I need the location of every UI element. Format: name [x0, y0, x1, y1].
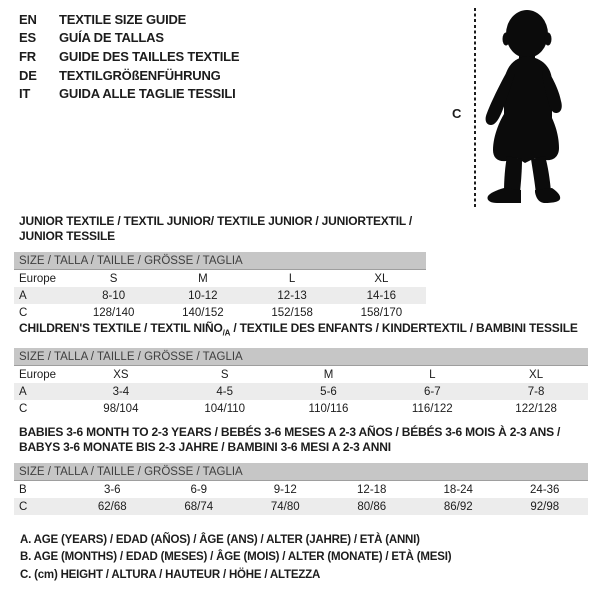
language-row — [19, 84, 239, 103]
row-cell: 3-6 — [103, 483, 121, 496]
language-code: EN — [19, 11, 37, 27]
table-row — [14, 498, 588, 515]
row-cell: 6-7 — [423, 385, 441, 398]
row-cell: XS — [113, 368, 129, 381]
table-title-text: BABYS 3-6 MONATE BIS 2-3 JAHRE / BAMBINI 3-6 MESI A 2-3 ANNI — [19, 440, 391, 454]
table-title — [14, 321, 588, 340]
row-cell: 8-10 — [102, 289, 126, 302]
row-cell: XL — [529, 368, 544, 381]
row-cell: 98/104 — [103, 402, 139, 415]
language-list — [19, 10, 239, 103]
table-title-line — [19, 321, 588, 340]
language-title: GUIDA ALLE TAGLIE TESSILI — [59, 86, 236, 102]
row-cell: 18-24 — [443, 483, 473, 496]
language-code: DE — [19, 67, 37, 83]
row-label: A — [19, 289, 27, 302]
row-cell: 5-6 — [320, 385, 337, 398]
row-cell: XL — [374, 272, 389, 285]
row-cell: 104/110 — [204, 402, 246, 415]
table-title-text: CHILDREN'S TEXTILE / TEXTIL NIÑO — [19, 321, 223, 335]
row-cell: M — [323, 368, 334, 381]
row-cell: 74/80 — [270, 500, 300, 513]
row-cell: 92/98 — [530, 500, 560, 513]
size-table-section-junior — [14, 214, 426, 321]
legend — [20, 532, 451, 584]
table-title — [14, 425, 588, 455]
language-row — [19, 10, 239, 29]
table-title-line — [19, 214, 426, 244]
table-row — [14, 287, 426, 304]
language-title: GUÍA DE TALLAS — [59, 30, 164, 46]
row-cell: 62/68 — [97, 500, 127, 513]
table-row — [14, 270, 426, 287]
language-row — [19, 29, 239, 48]
table-title-text: BABIES 3-6 MONTH TO 2-3 YEARS / BEBÉS 3-6 MESES A 2-3 AÑOS / BÉBÉS 3-6 MOIS À 2-3 ANS / — [19, 425, 561, 439]
row-cell: 24-36 — [530, 483, 560, 496]
baby-silhouette-icon — [482, 8, 568, 208]
table-title-text: JUNIOR TEXTILE / TEXTIL JUNIOR/ TEXTILE JUNIOR / JUNIORTEXTIL / JUNIOR TESSILE — [19, 214, 413, 243]
row-label: C — [19, 306, 28, 319]
legend-line: B. AGE (MONTHS) / EDAD (MESES) / ÂGE (MOIS) / ALTER (MONATE) / ETÀ (MESI) — [20, 551, 452, 564]
row-cell: S — [109, 272, 118, 285]
size-table-section-children — [14, 321, 588, 417]
language-title: TEXTILGRÖßENFÜHRUNG — [59, 67, 221, 83]
language-row — [19, 66, 239, 85]
row-label: C — [19, 402, 28, 415]
row-cell: 116/122 — [411, 402, 453, 415]
table-row — [14, 481, 588, 498]
legend-line: A. AGE (YEARS) / EDAD (AÑOS) / ÂGE (ANS) / ALTER (JAHRE) / ETÀ (ANNI) — [20, 534, 420, 546]
row-cell: L — [429, 368, 436, 381]
language-code: IT — [19, 86, 31, 102]
table-title-text: / TEXTILE DES ENFANTS / KINDERTEXTIL / BAMBINI TESSILE — [230, 321, 578, 335]
size-header-bar: SIZE / TALLA / TAILLE / GRÖSSE / TAGLIA — [14, 463, 588, 481]
language-title: GUIDE DES TAILLES TEXTILE — [59, 48, 240, 64]
row-cell: 10-12 — [188, 289, 218, 302]
row-cell: 6-9 — [190, 483, 208, 496]
row-cell: 86/92 — [443, 500, 473, 513]
language-row — [19, 47, 239, 66]
row-cell: 4-5 — [216, 385, 233, 398]
row-label: A — [19, 385, 27, 398]
table-row — [14, 366, 588, 383]
height-measure-line — [474, 8, 476, 208]
baby-silhouette-shapes — [486, 10, 562, 203]
baby-figure — [450, 8, 595, 210]
row-cell: 110/116 — [308, 402, 349, 415]
row-label: B — [19, 483, 27, 496]
row-cell: 3-4 — [112, 385, 130, 398]
row-label: C — [19, 500, 28, 513]
height-label: C — [452, 106, 462, 121]
size-header-bar: SIZE / TALLA / TAILLE / GRÖSSE / TAGLIA — [14, 252, 426, 270]
table-row — [14, 400, 588, 417]
row-label: Europe — [19, 368, 57, 381]
row-cell: 122/128 — [515, 402, 557, 415]
row-cell: 128/140 — [92, 306, 135, 319]
table-title-subscript: /A — [222, 328, 231, 338]
row-cell: 12-13 — [277, 289, 307, 302]
language-title: TEXTILE SIZE GUIDE — [59, 11, 187, 27]
table-title-line — [19, 440, 588, 455]
row-cell: 14-16 — [366, 289, 397, 302]
table-row — [14, 383, 588, 400]
size-table-section-babies — [14, 425, 588, 515]
language-code: FR — [19, 48, 36, 64]
row-cell: 140/152 — [182, 306, 224, 319]
row-cell: M — [198, 272, 208, 285]
row-cell: 12-18 — [357, 483, 387, 496]
table-row — [14, 304, 426, 321]
row-cell: 68/74 — [184, 500, 214, 513]
legend-line: C. (cm) HEIGHT / ALTURA / HAUTEUR / HÖHE / ALTEZZA — [20, 568, 321, 581]
row-label: Europe — [19, 272, 57, 285]
row-cell: L — [288, 272, 296, 285]
row-cell: 80/86 — [357, 500, 387, 513]
row-cell: 9-12 — [273, 483, 297, 496]
row-cell: S — [220, 368, 229, 381]
row-cell: 7-8 — [527, 385, 545, 398]
row-cell: 158/170 — [360, 306, 403, 319]
size-header-bar: SIZE / TALLA / TAILLE / GRÖSSE / TAGLIA — [14, 348, 588, 366]
table-title — [14, 214, 426, 244]
row-cell: 152/158 — [271, 306, 313, 319]
table-title-line — [19, 425, 588, 440]
language-code: ES — [19, 30, 36, 46]
